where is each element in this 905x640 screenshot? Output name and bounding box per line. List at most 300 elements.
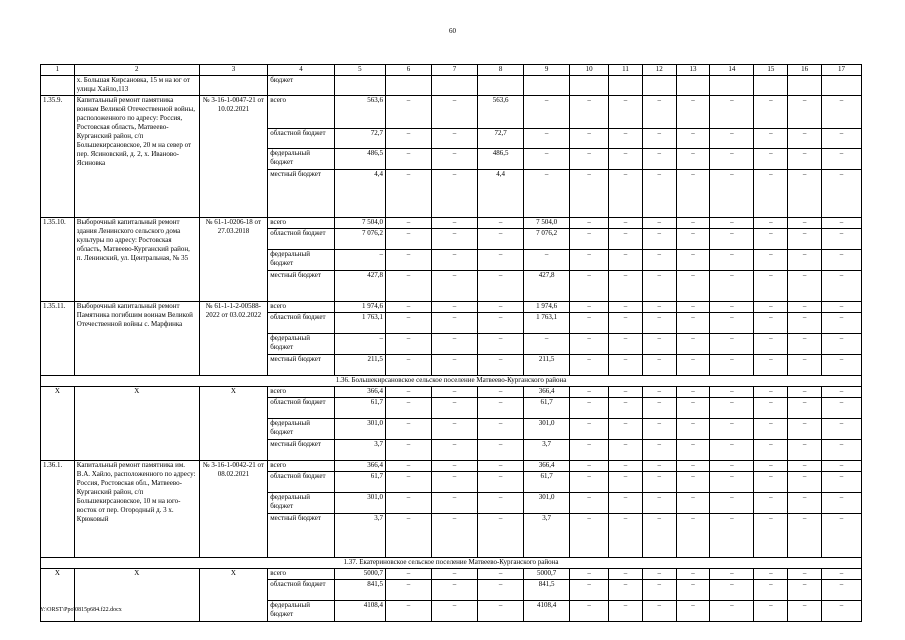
table-cell: –	[822, 218, 862, 229]
table-cell: 61,7	[334, 472, 385, 493]
table-cell: 72,7	[478, 129, 524, 149]
table-cell: –	[822, 398, 862, 419]
table-cell: –	[788, 129, 822, 149]
table-cell: бюджет	[268, 76, 335, 96]
table-cell: –	[642, 218, 676, 229]
column-header: 13	[676, 65, 710, 76]
table-cell: –	[478, 313, 524, 334]
table-cell: –	[432, 271, 478, 302]
table-cell	[676, 76, 710, 96]
table-cell: –	[642, 271, 676, 302]
table-cell: –	[754, 355, 788, 376]
table-cell: Х	[199, 569, 268, 622]
table-cell: –	[385, 461, 431, 472]
table-cell: –	[478, 302, 524, 313]
table-cell: –	[524, 334, 570, 355]
table-cell: –	[432, 514, 478, 558]
table-cell: местный бюджет	[268, 355, 335, 376]
table-cell: –	[432, 440, 478, 461]
table-cell: –	[609, 580, 643, 601]
table-cell: –	[385, 601, 431, 622]
table-cell: –	[609, 170, 643, 218]
table-cell: –	[570, 580, 609, 601]
table-cell: –	[432, 580, 478, 601]
table-cell: –	[754, 129, 788, 149]
table-cell: –	[609, 129, 643, 149]
table-cell: –	[822, 580, 862, 601]
table-cell: –	[432, 250, 478, 271]
table-cell: –	[822, 250, 862, 271]
table-cell: местный бюджет	[268, 170, 335, 218]
page-number: 60	[449, 27, 456, 35]
table-cell: Выборочный капитальный ремонт Памятника погибшим воинам Великой Отечественной войны с. Марфинка	[74, 302, 199, 376]
table-cell: –	[676, 96, 710, 129]
table-cell: –	[570, 569, 609, 580]
table-cell: –	[432, 355, 478, 376]
table-cell: –	[676, 580, 710, 601]
table-cell: –	[570, 96, 609, 129]
table-cell	[609, 76, 643, 96]
table-cell: 366,4	[524, 461, 570, 472]
table-cell: местный бюджет	[268, 514, 335, 558]
header-row	[41, 65, 862, 76]
table-cell: –	[754, 461, 788, 472]
table-cell: –	[642, 170, 676, 218]
table-cell: –	[432, 334, 478, 355]
table-cell: 1 974,6	[334, 302, 385, 313]
table-cell: –	[754, 419, 788, 440]
file-path-footer: Y:\ORST\Ppo\0815p684.f22.docx	[40, 607, 122, 613]
table-cell: –	[385, 472, 431, 493]
table-cell: –	[710, 96, 754, 129]
table-cell: –	[570, 419, 609, 440]
table-cell: –	[570, 271, 609, 302]
table-cell: –	[524, 170, 570, 218]
table-cell	[710, 76, 754, 96]
table-cell: 3,7	[524, 440, 570, 461]
table-cell: –	[385, 149, 431, 170]
table-cell: 366,4	[334, 387, 385, 398]
table-cell: 4,4	[478, 170, 524, 218]
table-cell: –	[478, 601, 524, 622]
table-cell: –	[432, 398, 478, 419]
table-cell: 366,4	[334, 461, 385, 472]
table-cell: –	[754, 334, 788, 355]
table-cell: –	[822, 149, 862, 170]
table-cell: –	[385, 313, 431, 334]
column-header: 15	[754, 65, 788, 76]
table-cell: –	[754, 569, 788, 580]
table-cell: –	[570, 493, 609, 514]
table-cell: –	[754, 96, 788, 129]
table-cell: 1.35.10.	[41, 218, 75, 302]
section-title: 1.36. Большекирсановское сельское поселение Матвеево-Курганского района	[41, 376, 862, 387]
table-cell: –	[788, 149, 822, 170]
table-cell: областной бюджет	[268, 313, 335, 334]
table-cell: –	[754, 580, 788, 601]
table-cell: 61,7	[334, 398, 385, 419]
table-cell: федеральный бюджет	[268, 493, 335, 514]
table-cell: –	[676, 334, 710, 355]
table-cell: –	[676, 387, 710, 398]
table-cell: –	[642, 398, 676, 419]
table-cell	[642, 76, 676, 96]
table-cell: –	[788, 461, 822, 472]
table-cell: –	[710, 387, 754, 398]
table-cell: –	[754, 313, 788, 334]
table-cell: –	[754, 149, 788, 170]
table-row	[41, 96, 862, 129]
column-header: 3	[199, 65, 268, 76]
table-cell: –	[710, 334, 754, 355]
column-header: 12	[642, 65, 676, 76]
table-cell: –	[676, 440, 710, 461]
table-cell: –	[642, 601, 676, 622]
table-cell: –	[676, 129, 710, 149]
table-cell: –	[478, 398, 524, 419]
table-cell: областной бюджет	[268, 398, 335, 419]
table-cell: –	[822, 170, 862, 218]
table-cell: –	[385, 387, 431, 398]
table-cell: –	[822, 601, 862, 622]
table-cell: –	[478, 355, 524, 376]
table-cell: –	[822, 355, 862, 376]
table-cell: –	[609, 398, 643, 419]
table-cell: областной бюджет	[268, 472, 335, 493]
table-cell: –	[432, 313, 478, 334]
table-cell: 61,7	[524, 398, 570, 419]
table-cell: –	[385, 96, 431, 129]
table-cell: 301,0	[524, 419, 570, 440]
table-cell: –	[788, 387, 822, 398]
table-cell: –	[570, 387, 609, 398]
table-cell: местный бюджет	[268, 271, 335, 302]
table-cell: х. Большая Кирсановка, 15 м на юг от улицы Хайло,113	[74, 76, 199, 96]
table-cell: –	[642, 355, 676, 376]
table-cell: 3,7	[334, 440, 385, 461]
table-cell: –	[385, 514, 431, 558]
table-cell: –	[676, 229, 710, 250]
table-cell: –	[642, 302, 676, 313]
table-cell: –	[642, 440, 676, 461]
table-cell: –	[788, 398, 822, 419]
table-cell: 5000,7	[334, 569, 385, 580]
table-cell: –	[710, 569, 754, 580]
table-cell	[822, 76, 862, 96]
table-cell: –	[788, 569, 822, 580]
column-header: 2	[74, 65, 199, 76]
table-cell: –	[822, 569, 862, 580]
column-header: 9	[524, 65, 570, 76]
table-cell: –	[570, 440, 609, 461]
table-cell: Х	[41, 569, 75, 622]
table-cell: –	[710, 250, 754, 271]
table-cell: 486,5	[478, 149, 524, 170]
table-cell: –	[432, 229, 478, 250]
table-cell: –	[710, 229, 754, 250]
table-cell: –	[609, 387, 643, 398]
table-cell	[385, 76, 431, 96]
table-cell: –	[642, 461, 676, 472]
table-cell: –	[570, 302, 609, 313]
column-header: 14	[710, 65, 754, 76]
table-cell: –	[609, 302, 643, 313]
table-cell: –	[754, 170, 788, 218]
table-cell: –	[385, 229, 431, 250]
table-cell: 7 076,2	[334, 229, 385, 250]
section-title: 1.37. Екатериновское сельское поселение Матвеево-Курганского района	[41, 558, 862, 569]
table-cell: –	[788, 302, 822, 313]
column-header: 8	[478, 65, 524, 76]
table-cell: –	[676, 271, 710, 302]
table-cell: –	[676, 514, 710, 558]
table-cell: Капитальный ремонт памятника им. В.А. Хайло, расположенного по адресу: Россия, Ростовская обл., Матвеево-Курганский район, с/п Большекирсановское, 10 м на юго-восток от пер. Огородный д. 3 х. Крюковый	[74, 461, 199, 558]
table-cell: –	[478, 334, 524, 355]
table-cell: –	[570, 250, 609, 271]
column-header: 4	[268, 65, 335, 76]
table-cell: 563,6	[334, 96, 385, 129]
table-cell: –	[385, 334, 431, 355]
table-cell: № 61-1-0206-18 от 27.03.2018	[199, 218, 268, 302]
table-cell: –	[788, 218, 822, 229]
table-cell: 7 504,0	[524, 218, 570, 229]
table-cell: –	[710, 440, 754, 461]
table-cell: 1.35.11.	[41, 302, 75, 376]
table-cell: –	[822, 129, 862, 149]
table-cell: –	[609, 472, 643, 493]
table-cell: –	[385, 170, 431, 218]
table-cell: –	[754, 271, 788, 302]
section-header	[41, 558, 862, 569]
table-cell: –	[432, 569, 478, 580]
table-cell	[199, 76, 268, 96]
table-cell: всего	[268, 302, 335, 313]
table-cell: –	[432, 96, 478, 129]
table-cell: –	[570, 514, 609, 558]
table-cell: –	[432, 419, 478, 440]
table-cell: 5000,7	[524, 569, 570, 580]
table-cell: всего	[268, 461, 335, 472]
table-cell: –	[710, 580, 754, 601]
table-cell: –	[642, 313, 676, 334]
table-cell: –	[432, 601, 478, 622]
table-cell: –	[385, 271, 431, 302]
table-cell	[570, 76, 609, 96]
table-cell: –	[676, 419, 710, 440]
table-cell: –	[609, 271, 643, 302]
table-cell: –	[570, 601, 609, 622]
table-cell: –	[478, 472, 524, 493]
table-cell: –	[754, 302, 788, 313]
table-cell: –	[385, 129, 431, 149]
table-cell: –	[642, 514, 676, 558]
table-cell: –	[822, 387, 862, 398]
table-cell: 7 076,2	[524, 229, 570, 250]
table-cell: –	[478, 250, 524, 271]
table-cell: –	[385, 569, 431, 580]
table-cell: федеральный бюджет	[268, 149, 335, 170]
table-cell: –	[788, 493, 822, 514]
table-cell: 1 763,1	[334, 313, 385, 334]
table-cell: –	[710, 218, 754, 229]
table-cell: –	[754, 229, 788, 250]
table-cell: –	[822, 302, 862, 313]
column-header: 5	[334, 65, 385, 76]
table-cell: –	[754, 440, 788, 461]
table-cell: –	[754, 398, 788, 419]
table-cell: Х	[74, 569, 199, 622]
table-cell: № 3-16-1-0047-21 от 10.02.2021	[199, 96, 268, 218]
column-header: 6	[385, 65, 431, 76]
table-cell: –	[676, 569, 710, 580]
table-cell: –	[754, 472, 788, 493]
table-cell: 4108,4	[524, 601, 570, 622]
table-cell	[432, 76, 478, 96]
table-cell: –	[609, 218, 643, 229]
table-cell: –	[754, 250, 788, 271]
table-cell: –	[822, 334, 862, 355]
table-cell: всего	[268, 218, 335, 229]
table-cell: 211,5	[334, 355, 385, 376]
table-cell: –	[570, 149, 609, 170]
table-cell: –	[822, 461, 862, 472]
table-cell: местный бюджет	[268, 440, 335, 461]
table-cell: 841,5	[334, 580, 385, 601]
table-row	[41, 387, 862, 398]
table-cell: –	[788, 271, 822, 302]
table-cell: –	[385, 250, 431, 271]
table-cell: –	[822, 313, 862, 334]
table-cell: –	[788, 472, 822, 493]
table-cell: –	[710, 601, 754, 622]
column-header: 16	[788, 65, 822, 76]
table-cell: –	[676, 472, 710, 493]
table-cell: –	[478, 569, 524, 580]
table-cell: –	[478, 419, 524, 440]
table-cell: –	[432, 170, 478, 218]
table-cell: 7 504,0	[334, 218, 385, 229]
table-row	[41, 461, 862, 472]
table-cell: –	[710, 398, 754, 419]
table-cell: –	[334, 250, 385, 271]
table-cell: –	[609, 229, 643, 250]
table-cell: –	[642, 387, 676, 398]
table-cell: Выборочный капитальный ремонт здания Ленинского сельского дома культуры по адресу: Ростовская область, Матвеево-Курганский район, п. Ленинский, ул. Центральная, № 35	[74, 218, 199, 302]
table-cell: –	[432, 218, 478, 229]
section-header	[41, 376, 862, 387]
table-cell: –	[788, 419, 822, 440]
table-cell: –	[710, 129, 754, 149]
table-cell: –	[385, 419, 431, 440]
table-cell: –	[609, 440, 643, 461]
table-cell: –	[642, 334, 676, 355]
table-cell: –	[676, 355, 710, 376]
table-cell: –	[570, 334, 609, 355]
table-cell: всего	[268, 96, 335, 129]
table-cell: –	[676, 170, 710, 218]
table-cell: 301,0	[524, 493, 570, 514]
table-cell: –	[676, 218, 710, 229]
table-cell	[41, 76, 75, 96]
table-cell: –	[642, 96, 676, 129]
table-cell	[754, 76, 788, 96]
table-cell: –	[642, 149, 676, 170]
table-cell: –	[676, 461, 710, 472]
table-cell: –	[385, 218, 431, 229]
table-cell: –	[754, 601, 788, 622]
table-cell: –	[432, 149, 478, 170]
table-cell: –	[570, 170, 609, 218]
table-cell: –	[788, 580, 822, 601]
table-cell: –	[788, 601, 822, 622]
table-cell: 61,7	[524, 472, 570, 493]
table-cell: –	[642, 569, 676, 580]
table-cell: федеральный бюджет	[268, 250, 335, 271]
table-cell: –	[642, 580, 676, 601]
table-cell: –	[642, 129, 676, 149]
table-cell: 211,5	[524, 355, 570, 376]
table-cell: –	[570, 129, 609, 149]
table-row	[41, 218, 862, 229]
table-cell: 486,5	[334, 149, 385, 170]
table-cell: –	[609, 601, 643, 622]
table-cell: федеральный бюджет	[268, 334, 335, 355]
column-header: 17	[822, 65, 862, 76]
table-cell: –	[609, 149, 643, 170]
table-cell: –	[432, 129, 478, 149]
table-cell: –	[710, 355, 754, 376]
table-cell: –	[609, 514, 643, 558]
table-cell: Х	[41, 387, 75, 461]
table-cell: –	[822, 514, 862, 558]
table-cell: –	[478, 580, 524, 601]
table-cell: 563,6	[478, 96, 524, 129]
table-cell: –	[822, 96, 862, 129]
table-cell: –	[788, 334, 822, 355]
table-cell: –	[710, 313, 754, 334]
table-cell: –	[478, 514, 524, 558]
table-cell: –	[676, 493, 710, 514]
table-cell: –	[385, 493, 431, 514]
table-row	[41, 569, 862, 580]
table-cell: –	[822, 472, 862, 493]
table-cell: –	[822, 271, 862, 302]
table-cell: –	[642, 472, 676, 493]
table-cell: 1.35.9.	[41, 96, 75, 218]
table-cell: –	[570, 461, 609, 472]
table-cell: –	[570, 355, 609, 376]
table-cell: –	[754, 514, 788, 558]
table-cell: –	[385, 398, 431, 419]
table-cell: –	[609, 334, 643, 355]
table-cell: федеральный бюджет	[268, 601, 335, 622]
table-cell: –	[788, 170, 822, 218]
table-cell: –	[676, 302, 710, 313]
table-row	[41, 302, 862, 313]
table-cell	[788, 76, 822, 96]
table-cell: –	[570, 472, 609, 493]
table-cell: –	[710, 493, 754, 514]
table-cell: –	[710, 170, 754, 218]
table-cell: –	[788, 229, 822, 250]
table-cell: –	[788, 514, 822, 558]
table-cell: –	[478, 271, 524, 302]
table-cell: 366,4	[524, 387, 570, 398]
table-cell: –	[822, 493, 862, 514]
table-cell: –	[609, 419, 643, 440]
table-cell: –	[788, 250, 822, 271]
table-cell: 841,5	[524, 580, 570, 601]
